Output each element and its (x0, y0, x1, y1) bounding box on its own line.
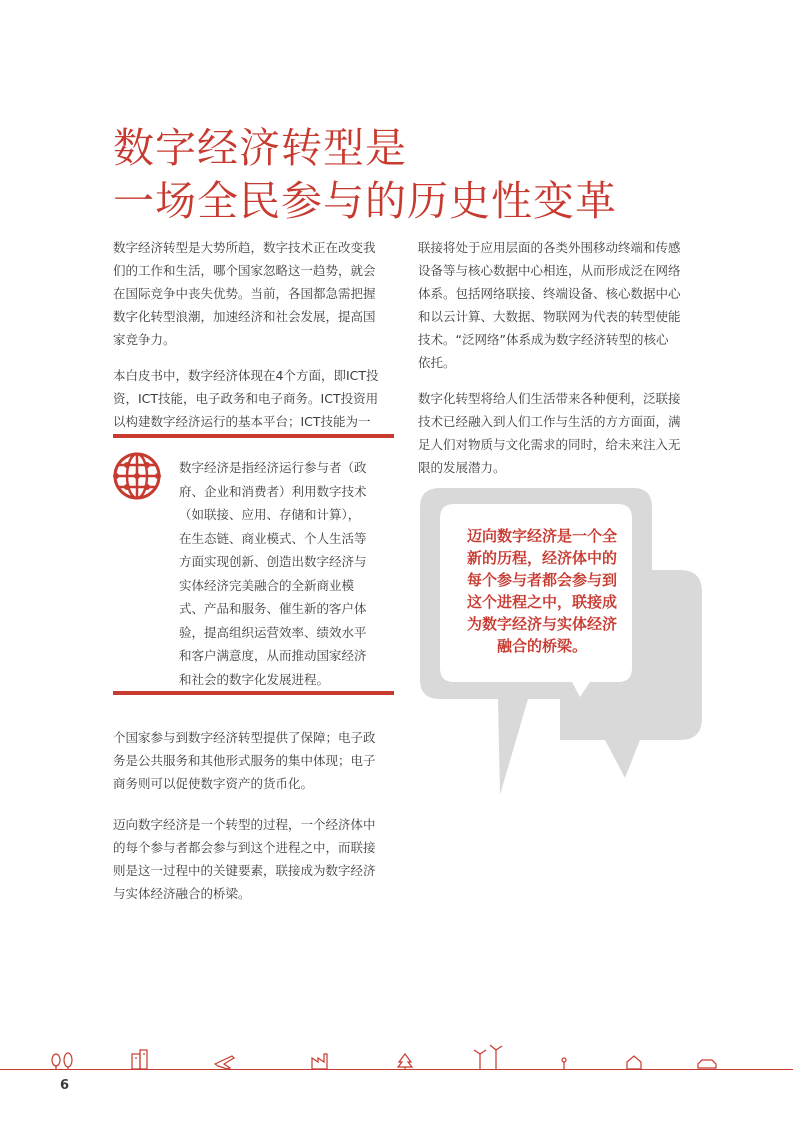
text-line: 数字化转型浪潮，加速经济和社会发展，提高国 (113, 309, 376, 324)
text-line: 数字化转型将给人们生活带来各种便利，泛联接 (418, 391, 681, 406)
text-line: 商务则可以促使数字资产的货币化。 (113, 776, 314, 791)
text-line: 这个进程之中，联接成 (466, 593, 617, 611)
text-line: 依托。 (418, 355, 456, 370)
text-line: 迈向数字经济是一个全 (466, 527, 617, 545)
text-line: 数字经济是指经济运行参与者（政 (179, 460, 367, 475)
footer-icon-strip (0, 1040, 793, 1072)
text-line: 技术。“泛网络”体系成为数字经济转型的核心 (418, 332, 669, 347)
tree-icon (398, 1054, 412, 1069)
text-line: 验，提高组织运营效率、绩效水平 (179, 624, 367, 640)
text-line: 融合的桥梁。 (496, 637, 587, 655)
text-line: 则是这一过程中的关键要素，联接成为数字经济 (113, 863, 376, 878)
text-line: 和以云计算、大数据、物联网为代表的转型使能 (418, 309, 681, 324)
text-line: 个国家参与到数字经济转型提供了保障；电子政 (113, 730, 376, 745)
text-line: 与实体经济融合的桥梁。 (113, 886, 251, 901)
text-line: 为数字经济与实体经济 (466, 615, 617, 633)
text-line: 技术已经融入到人们工作与生活的方方面面，满 (418, 414, 681, 429)
text-line: 们的工作和生活，哪个国家忽略这一趋势，就会 (113, 263, 376, 278)
text-line: 家竞争力。 (113, 332, 176, 347)
text-line: 的每个参与者都会参与到这个进程之中，而联接 (113, 840, 376, 855)
house-icon (627, 1056, 641, 1069)
text-line: 和社会的数字化发展进程。 (179, 671, 330, 687)
text-line: 迈向数字经济是一个转型的过程，一个经济体中 (113, 817, 376, 832)
text-line: 体系。包括网络联接、终端设备、核心数据中心 (418, 286, 681, 301)
text-line: 以构建数字经济运行的基本平台；ICT技能为一 (113, 414, 371, 429)
footer-line (0, 1069, 793, 1070)
text-line: 资，ICT技能，电子政务和电子商务。ICT投资用 (113, 391, 379, 406)
highlight-quote (452, 525, 632, 657)
text-line: 实体经济完美融合的全新商业模 (179, 577, 355, 593)
building-icon (132, 1050, 147, 1069)
text-line: 府、企业和消费者）利用数字技术 (179, 483, 367, 499)
text-line: 和客户满意度，从而推动国家经济 (179, 648, 367, 663)
airplane-icon (215, 1056, 234, 1069)
text-line: 足人们对物质与文化需求的同时，给未来注入无 (418, 437, 681, 452)
text-line: 新的历程，经济体中的 (466, 549, 617, 567)
title-line-1: 数字经济转型是 (113, 124, 407, 172)
balloon-icon (52, 1053, 72, 1069)
text-line: （如联接、应用、存储和计算）， (179, 507, 361, 522)
text-line: 本白皮书中，数字经济体现在4个方面，即ICT投 (113, 368, 379, 383)
page-number: 6 (60, 1078, 70, 1093)
text-line: 每个参与者都会参与到 (466, 571, 617, 589)
text-line: 数字经济转型是大势所趋，数字技术正在改变我 (113, 240, 376, 255)
text-line: 式、产品和服务、催生新的客户体 (179, 601, 367, 616)
title-line-2: 一场全民参与的历史性变革 (113, 177, 617, 225)
flower-icon (562, 1058, 566, 1069)
text-line: 在生态链、商业模式、个人生活等 (179, 530, 367, 546)
text-line: 设备等与核心数据中心相连，从而形成泛在网络 (418, 263, 681, 278)
wind-turbine-icon (474, 1045, 502, 1069)
text-line: 在国际竞争中丧失优势。当前，各国都急需把握 (113, 286, 376, 301)
car-icon (698, 1060, 716, 1068)
text-line: 限的发展潜力。 (418, 460, 506, 475)
text-line: 方面实现创新、创造出数字经济与 (179, 554, 367, 569)
text-line: 务是公共服务和其他形式服务的集中体现；电子 (113, 753, 376, 768)
factory-icon (312, 1054, 327, 1069)
text-line: 联接将处于应用层面的各类外围移动终端和传感 (418, 240, 681, 255)
